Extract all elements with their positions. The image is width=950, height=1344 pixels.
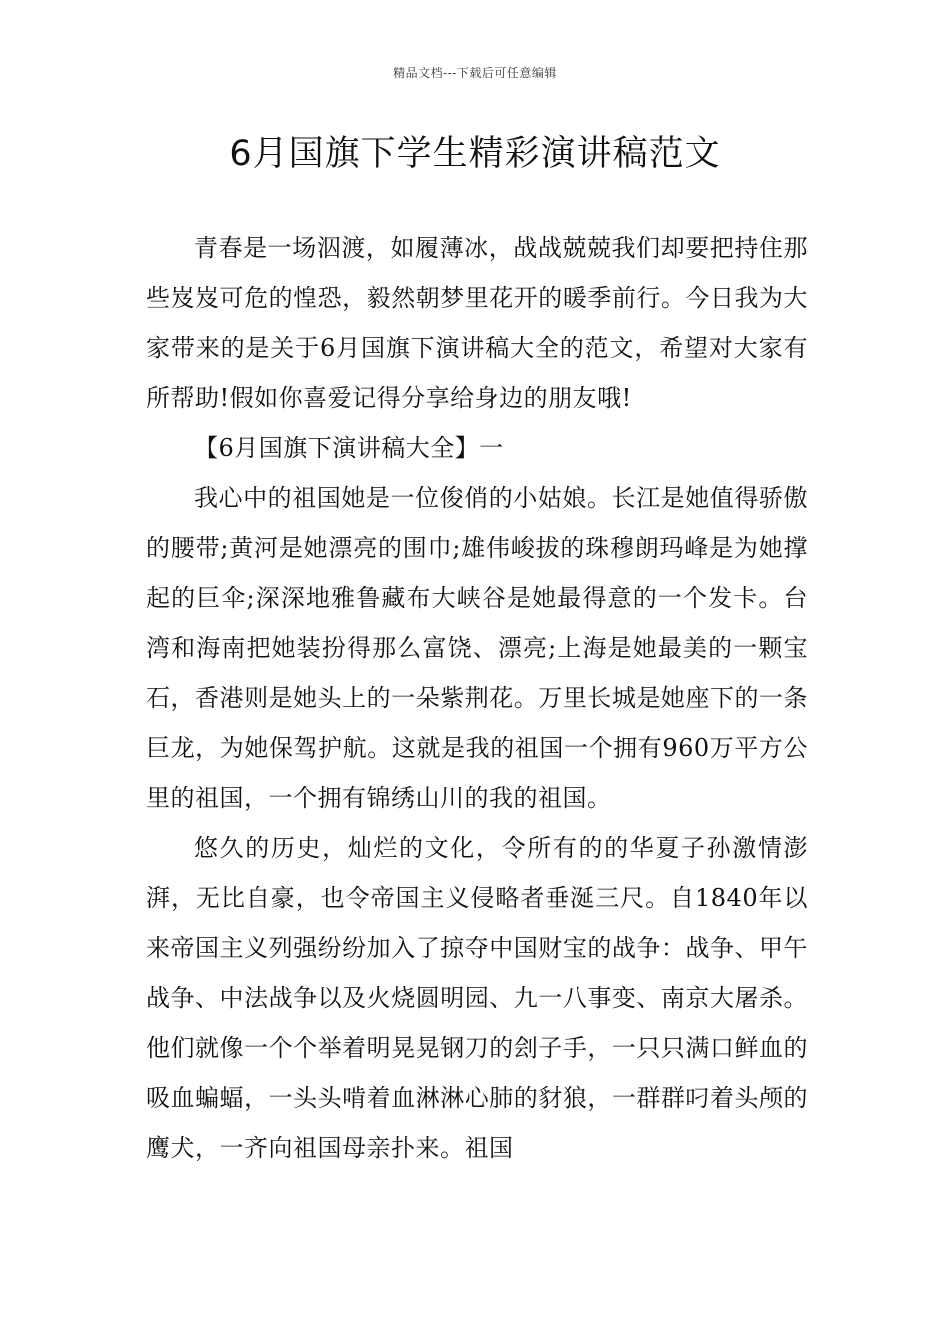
paragraph-history: 悠久的历史，灿烂的文化，令所有的的华夏子孙激情澎湃，无比自豪，也令帝国主义侵略者垂涎三尺。自1840年以来帝国主义列强纷纷加入了掠夺中国财宝的战争：战争、甲午战争、中法战争以及火烧圆明园、九一八事变、南京大屠杀。他们就像一个个举着明晃晃钢刀的刽子手，一只只满口鲜血的吸血蝙蝠，一头头啃着血淋淋心肺的豺狼，一群群叼着头颅的鹰犬，一齐向祖国母亲扑来。祖国	[146, 834, 808, 1162]
header-note: 精品文档---下载后可任意编辑	[393, 66, 557, 80]
document-body	[146, 223, 808, 1173]
paragraph-intro: 青春是一场泅渡，如履薄冰，战战兢兢我们却要把持住那些岌岌可危的惶恐，毅然朝梦里花开的暖季前行。今日我为大家带来的是关于6月国旗下演讲稿大全的范文，希望对大家有所帮助!假如你喜爱记得分享给身边的朋友哦!	[146, 234, 808, 412]
paragraph-section-heading: 【6月国旗下演讲稿大全】一	[194, 434, 504, 462]
paragraph-motherland: 我心中的祖国她是一位俊俏的小姑娘。长江是她值得骄傲的腰带;黄河是她漂亮的围巾;雄伟峻拔的珠穆朗玛峰是为她撑起的巨伞;深深地雅鲁藏布大峡谷是她最得意的一个发卡。台湾和海南把她装扮得那么富饶、漂亮;上海是她最美的一颗宝石，香港则是她头上的一朵紫荆花。万里长城是她座下的一条巨龙，为她保驾护航。这就是我的祖国一个拥有960万平方公里的祖国，一个拥有锦绣山川的我的祖国。	[146, 484, 808, 812]
document-title: 6月国旗下学生精彩演讲稿范文	[229, 134, 721, 174]
